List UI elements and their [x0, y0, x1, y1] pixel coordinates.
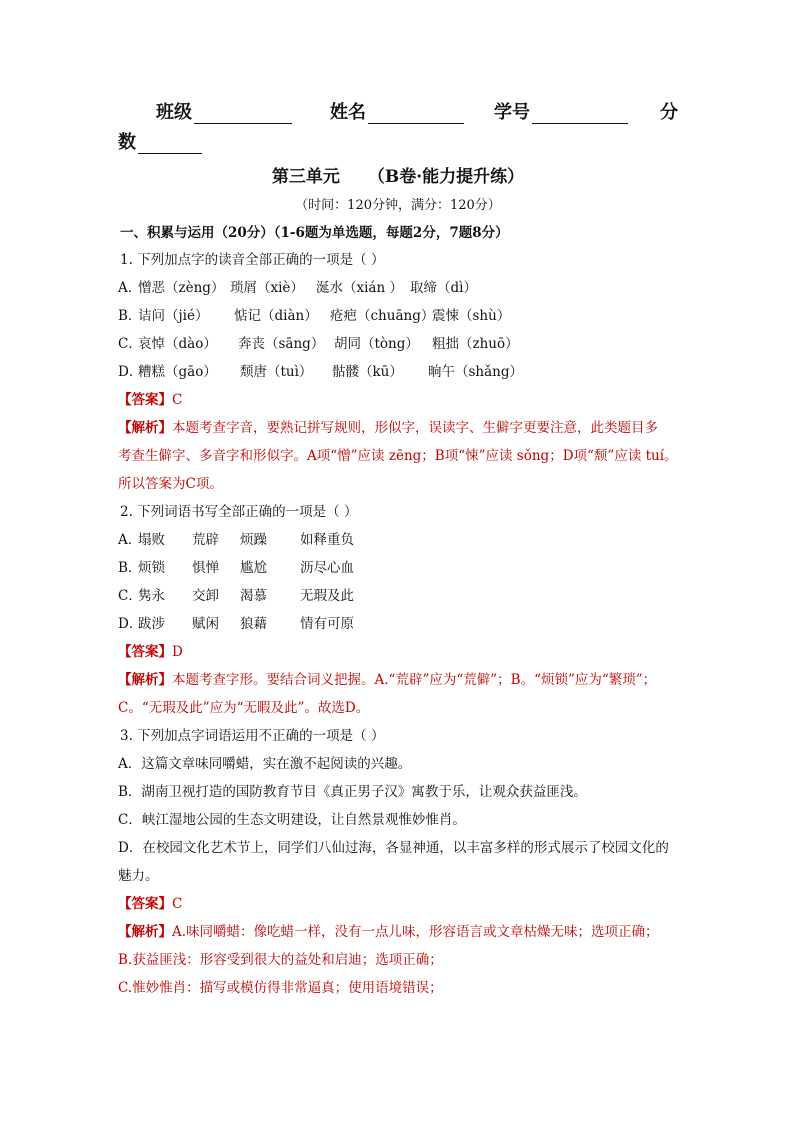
class-blank[interactable]	[194, 103, 292, 124]
time-info: （时间：120分钟，满分：120分）	[295, 198, 501, 213]
question-1-answer: 【答案】C	[118, 392, 183, 408]
score-blank[interactable]	[138, 133, 202, 154]
student-info-line	[118, 92, 678, 124]
question-1-option-a: A． 憎恶（zèng） 琐屑（xiè） 涎水（xián ） 取缔（dì）	[118, 280, 477, 296]
question-3-option-c: C．峡江湿地公园的生态文明建设，让自然景观惟妙惟肖。	[118, 812, 466, 828]
question-2-option-d: D． 跋涉 赋闲 狼藉 情有可原	[118, 616, 354, 632]
question-3-stem: 3. 下列加点字词语运用不正确的一项是（ ）	[120, 728, 385, 744]
question-1-option-b: B． 诘问（jié） 惦记（diàn） 疮疤（chuāng） 震悚（shù）	[118, 308, 511, 324]
question-3-explanation: 【解析】A.味同嚼蜡：像吃蜡一样，没有一点儿味，形容语言或文章枯燥无味；选项正确； B.获益匪浅：形容受到很大的益处和启迪；选项正确； C.惟妙惟肖：描写或模仿得非常逼真；使用语境错误；	[118, 924, 659, 996]
question-1-option-d: D． 糟糕（gāo） 颓唐（tuì） 骷髅（kū） 晌午（shǎng）	[118, 364, 524, 380]
score-label-first: 分	[660, 102, 678, 123]
question-2-answer: 【答案】D	[118, 644, 183, 660]
class-field	[156, 98, 292, 124]
name-field	[330, 98, 464, 124]
question-1-option-c: C． 哀悼（dào） 奔丧（sāng） 胡同（tòng） 粗拙（zhuō）	[118, 336, 519, 352]
question-3-option-d-cont: 魅力。	[118, 868, 159, 884]
question-3-option-d: D．在校园文化艺术节上，同学们八仙过海，各显神通，以丰富多样的形式展示了校园文化的	[118, 840, 669, 856]
page-title	[118, 162, 678, 192]
question-3-option-b: B．湖南卫视打造的国防教育节目《真正男子汉》寓教于乐，让观众获益匪浅。	[118, 784, 587, 800]
question-3-option-a: A．这篇文章味同嚼蜡，实在激不起阅读的兴趣。	[118, 756, 412, 772]
question-2-option-b: B． 烦锁 惧惮 尴尬 沥尽心血	[118, 560, 354, 576]
score-label-second: 数	[118, 132, 136, 153]
question-2-option-c: C． 隽永 交卸 渴慕 无瑕及此	[118, 588, 354, 604]
id-field	[494, 98, 628, 124]
question-3-answer: 【答案】C	[118, 896, 183, 912]
title-main: 第三单元	[271, 167, 340, 187]
id-blank[interactable]	[532, 103, 628, 124]
question-1-explanation: 【解析】本题考查字音，要熟记拼写规则，形似字，误读字、生僻字更要注意，此类题目多 考查生僻字、多音字和形似字。A项“憎”应读 zēng；B项“悚”应读 sǒng；D项“颓”应读 tuí。 所以答案为C项。	[118, 420, 678, 492]
question-2-option-a: A． 塌败 荒辟 烦躁 如释重负	[118, 532, 354, 548]
question-1-stem: 1. 下列加点字的读音全部正确的一项是（ ）	[120, 252, 385, 268]
name-blank[interactable]	[368, 103, 464, 124]
question-2-stem: 2. 下列词语书写全部正确的一项是（ ）	[120, 504, 358, 520]
score-field	[118, 124, 678, 154]
name-label: 姓名	[330, 102, 366, 123]
exam-page	[118, 92, 678, 1002]
section-heading: 一、积累与运用（20分）（1-6题为单选题，每题2分，7题8分）	[120, 225, 509, 241]
title-sub: （B卷·能力提升练）	[367, 167, 525, 187]
id-label: 学号	[494, 102, 530, 123]
question-2-explanation: 【解析】本题考查字形。要结合词义把握。A.“荒辟”应为“荒僻”；B。“烦锁”应为“繁琐”； C。“无瑕及此”应为“无暇及此”。故选D。	[118, 672, 657, 716]
class-label: 班级	[156, 102, 192, 123]
